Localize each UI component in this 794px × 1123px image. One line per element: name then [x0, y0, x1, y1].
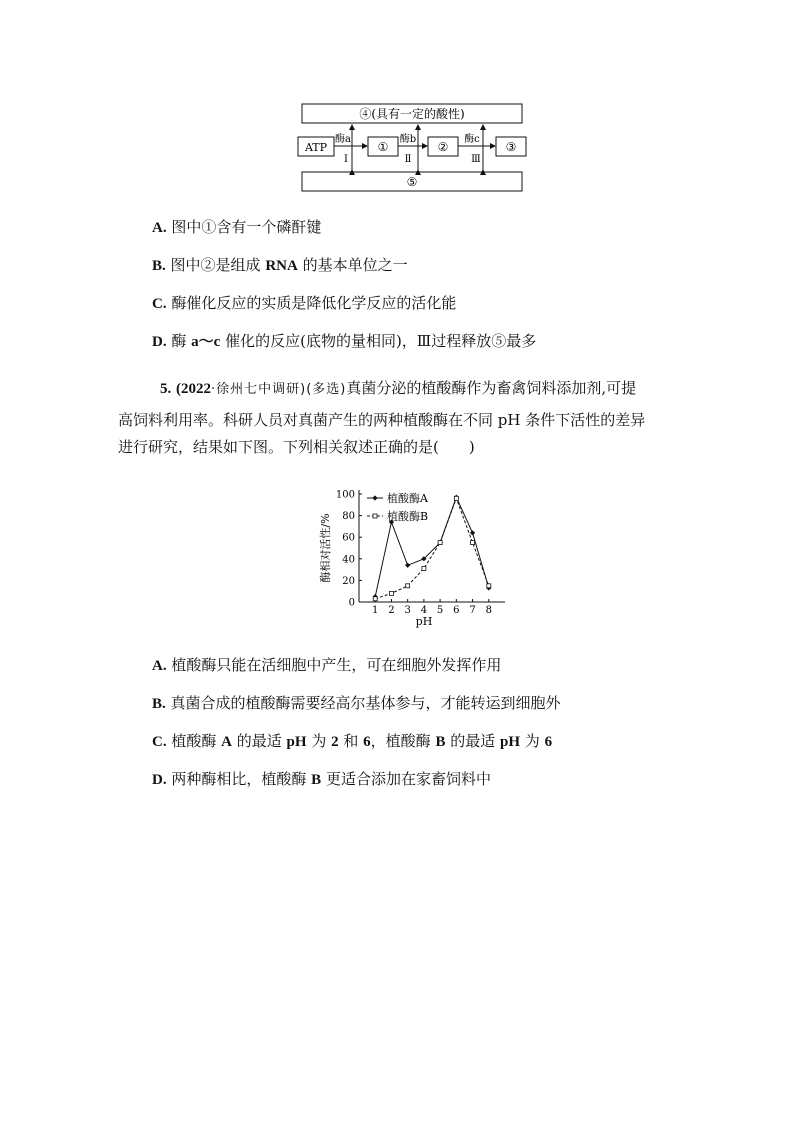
series-b-point [438, 541, 442, 545]
option-bold: 6 [363, 734, 371, 750]
option-text: 为 [520, 732, 545, 750]
q5-option-a [152, 655, 501, 676]
q5-option-d [152, 769, 491, 790]
legend-marker [373, 514, 377, 518]
top-box-label: ④(具有一定的酸性) [359, 107, 465, 121]
box-2-label: ② [437, 140, 449, 154]
option-bold: B [435, 734, 446, 750]
y-tick-label: 0 [348, 597, 355, 609]
option-bold: pH [286, 734, 307, 750]
x-tick-label: 6 [453, 605, 460, 616]
option-text: 真菌合成的植酸酶需要经高尔基体参与，才能转运到细胞外 [170, 694, 561, 712]
legend-label: 植酸酶A [387, 492, 428, 505]
option-text: 植酸酶只能在活细胞中产生，可在细胞外发挥作用 [171, 656, 502, 674]
series-a-point [405, 563, 410, 568]
option-text-pre: 图中②是组成 [170, 256, 266, 274]
q5-line-2 [118, 410, 645, 430]
option-bold: B [311, 772, 322, 788]
option-letter: D. [152, 334, 167, 350]
option-text-bold: RNA [265, 258, 298, 274]
option-bold: 2 [331, 734, 339, 750]
enzyme-c-label: 酶c [464, 134, 480, 145]
question-number: 5. [160, 381, 172, 397]
option-letter: B. [152, 258, 166, 274]
step-1-label: Ⅰ [344, 154, 348, 165]
option-text: 酶催化反应的实质是降低化学反应的活化能 [171, 294, 457, 312]
q4-option-a [152, 217, 321, 238]
y-tick-label: 100 [335, 489, 355, 501]
step-2-label: Ⅱ [404, 154, 412, 165]
series-b-point [389, 591, 393, 595]
chart-legend [367, 491, 429, 523]
pathway-diagram [290, 100, 530, 196]
enzyme-activity-chart [315, 478, 515, 630]
q4-option-b [152, 255, 408, 276]
step-3-label: Ⅲ [471, 154, 481, 165]
question-year: (2022 [176, 381, 212, 397]
option-text: ，植酸酶 [370, 732, 436, 750]
q5-option-b [152, 693, 561, 714]
option-text-post: 的基本单位之一 [297, 256, 408, 274]
y-axis-label: 酶相对活性/% [319, 513, 332, 583]
y-tick-label: 40 [342, 554, 355, 566]
option-letter: C. [152, 296, 167, 312]
series-b-point [471, 541, 475, 545]
option-text: 图中①含有一个磷酐键 [171, 218, 322, 236]
x-tick-label: 2 [388, 605, 395, 616]
option-text-post: 催化的反应(底物的量相同)，Ⅲ过程释放⑤最多 [220, 332, 537, 350]
series-b-point [422, 567, 426, 571]
x-tick-label: 7 [469, 605, 476, 616]
series-b-point [373, 597, 377, 601]
enzyme-b-label: 酶b [399, 134, 417, 145]
question-text: 高饲料利用率。科研人员对真菌产生的两种植酸酶在不同 pH 条件下活性的差异 [118, 411, 646, 429]
option-bold: 6 [544, 734, 553, 750]
question-text: 真菌分泌的植酸酶作为畜禽饲料添加剂,可提 [346, 379, 637, 397]
option-text-bold: a～c [191, 334, 221, 350]
series-b-point [406, 584, 410, 588]
option-bold: pH [500, 734, 521, 750]
series-a-point [470, 530, 475, 535]
box-3-label: ③ [505, 140, 517, 154]
y-tick-label: 20 [342, 575, 355, 587]
option-text: 的最适 [445, 732, 500, 750]
option-text: 更适合添加在家畜饲料中 [321, 770, 491, 788]
series-b-point [454, 496, 458, 500]
option-text: 两种酶相比，植酸酶 [171, 770, 312, 788]
option-text: 植酸酶 [171, 732, 222, 750]
option-letter: A. [152, 220, 167, 236]
option-text-pre: 酶 [171, 332, 192, 350]
x-tick-label: 3 [404, 605, 411, 616]
option-text: 的最适 [232, 732, 287, 750]
question-text: 进行研究，结果如下图。下列相关叙述正确的是( ) [118, 438, 475, 456]
legend-marker [372, 495, 377, 500]
atp-label: ATP [304, 141, 328, 154]
x-tick-label: 8 [485, 605, 492, 616]
y-tick-label: 80 [342, 511, 355, 523]
legend-label: 植酸酶B [387, 510, 429, 523]
q4-option-d [152, 331, 536, 352]
q5-option-c [152, 731, 552, 752]
q5-line-1 [160, 378, 636, 400]
q4-option-c [152, 293, 456, 314]
x-tick-label: 5 [436, 605, 444, 616]
option-letter: D. [152, 772, 167, 788]
chart-axes [359, 490, 505, 602]
option-letter: C. [152, 734, 167, 750]
x-tick-label: 1 [372, 605, 379, 616]
enzyme-a-label: 酶a [335, 134, 351, 145]
option-text: 和 [338, 732, 364, 750]
option-letter: B. [152, 696, 166, 712]
box-1-label: ① [377, 140, 389, 154]
question-source: ·徐州七中调研)(多选) [211, 382, 347, 397]
option-text: 为 [306, 732, 332, 750]
y-tick-label: 60 [342, 532, 355, 544]
option-bold: A [221, 734, 232, 750]
x-axis-label: pH [415, 615, 433, 628]
x-tick-label: 4 [420, 605, 428, 616]
q5-line-3 [118, 437, 475, 457]
bottom-box-label: ⑤ [406, 175, 418, 189]
series-b-point [487, 584, 491, 588]
option-letter: A. [152, 658, 167, 674]
